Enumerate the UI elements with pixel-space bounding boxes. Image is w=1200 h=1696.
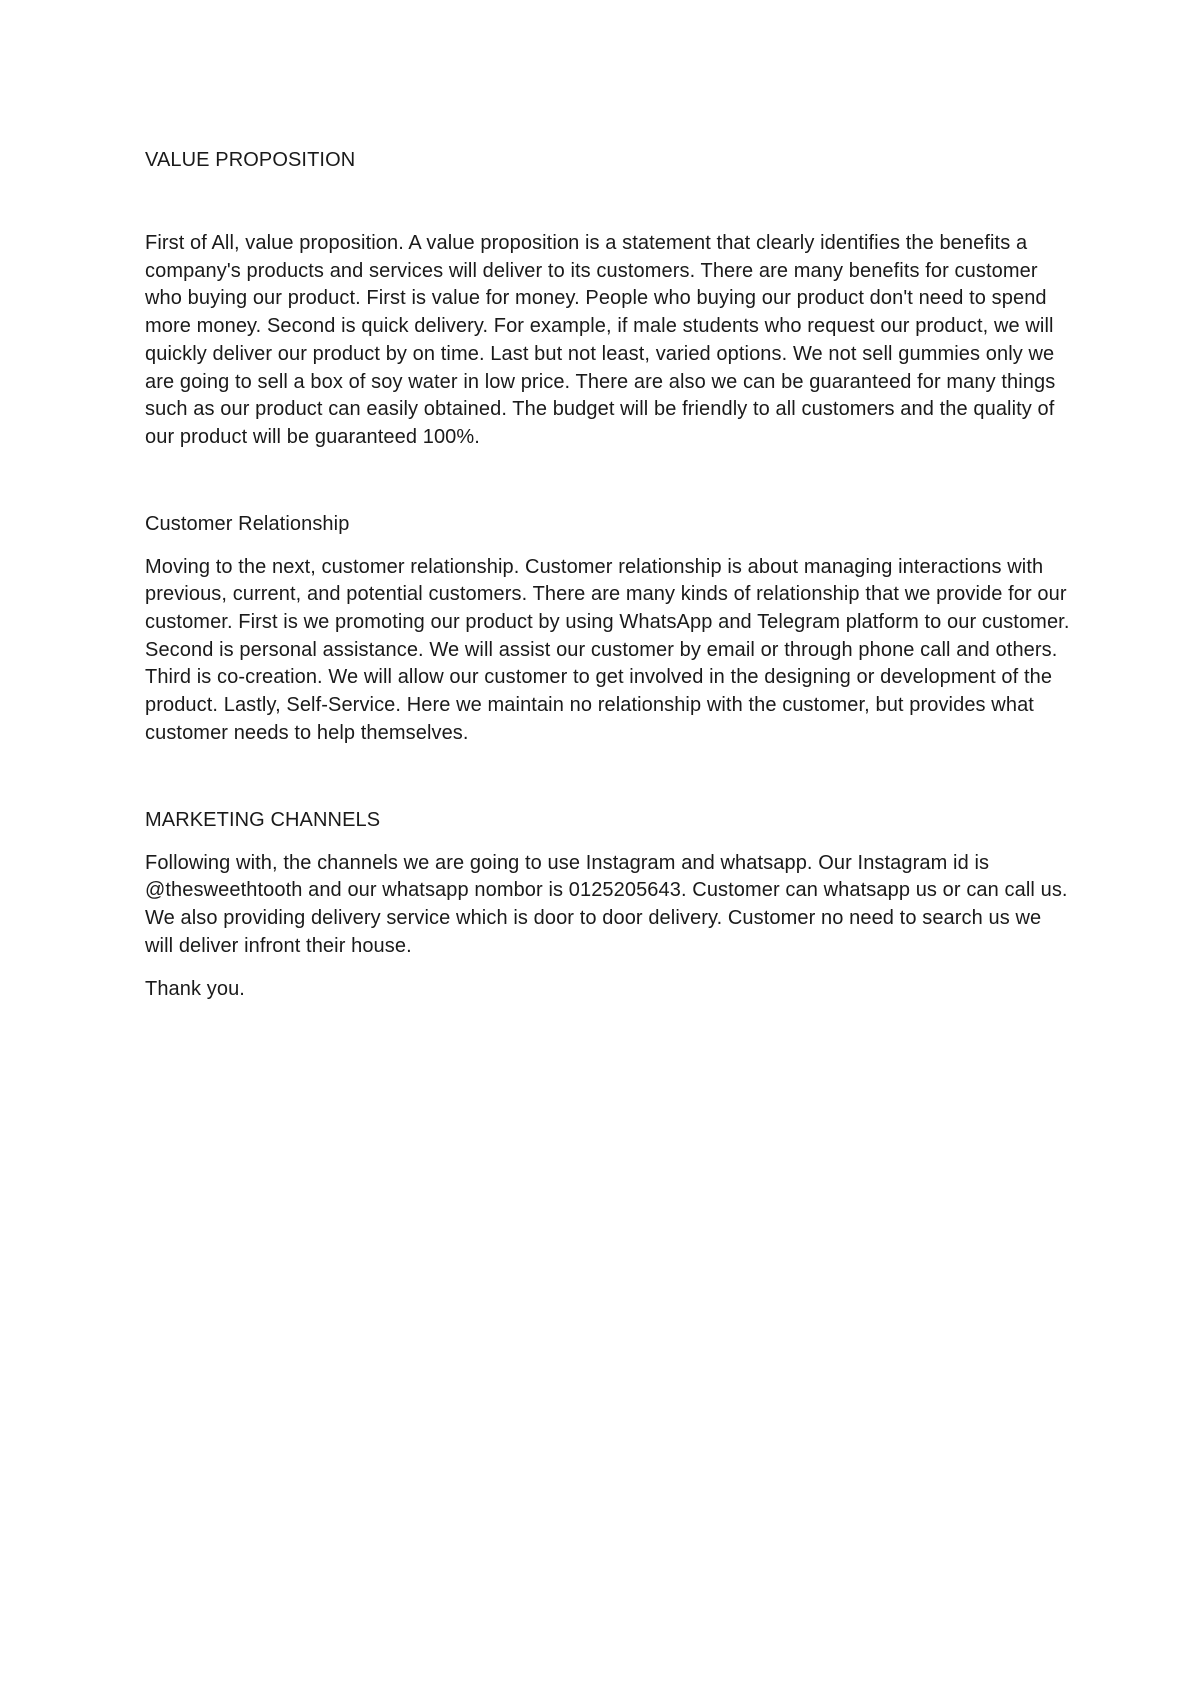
section-heading-marketing-channels: MARKETING CHANNELS bbox=[145, 808, 381, 831]
section-body-customer-relationship: Moving to the next, customer relationship. Customer relationship is about managing interactions with previous, current, and potential customers. There are many kinds of relationship that we provide for our customer. First is we promoting our product by using WhatsApp and Telegram platform to our customer. Second is personal assistance. We will assist our customer by email or through phone call and others. Third is co-creation. We will allow our customer to get involved in the designing or development of the product. Lastly, Self-Service. Here we maintain no relationship with the customer, but provides what customer needs to help themselves. bbox=[145, 555, 1070, 744]
closing-text: Thank you. bbox=[145, 978, 245, 1001]
section-body-value-proposition: First of All, value proposition. A value proposition is a statement that clearly identifies the benefits a company's products and services will deliver to its customers. There are many benefits for customer who buying our product. First is value for money. People who buying our product don't need to spend more money. Second is quick delivery. For example, if male students who request our product, we will quickly deliver our product by on time. Last but not least, varied options. We not sell gummies only we are going to sell a box of soy water in low price. There are also we can be guaranteed for many things such as our product can easily obtained. The budget will be friendly to all customers and the quality of our product will be guaranteed 100%. bbox=[145, 232, 1056, 448]
section-body-marketing-channels: Following with, the channels we are going to use Instagram and whatsapp. Our Instagram id is @thesweethtooth and our whatsapp nombor is 0125205643. Customer can whatsapp us or can call us. We also providing delivery service which is door to door delivery. Customer no need to search us we will deliver infront their house. bbox=[145, 851, 1068, 957]
section-heading-value-proposition: VALUE PROPOSITION bbox=[145, 149, 356, 171]
section-heading-customer-relationship: Customer Relationship bbox=[145, 512, 350, 535]
document-content bbox=[145, 146, 1070, 1004]
